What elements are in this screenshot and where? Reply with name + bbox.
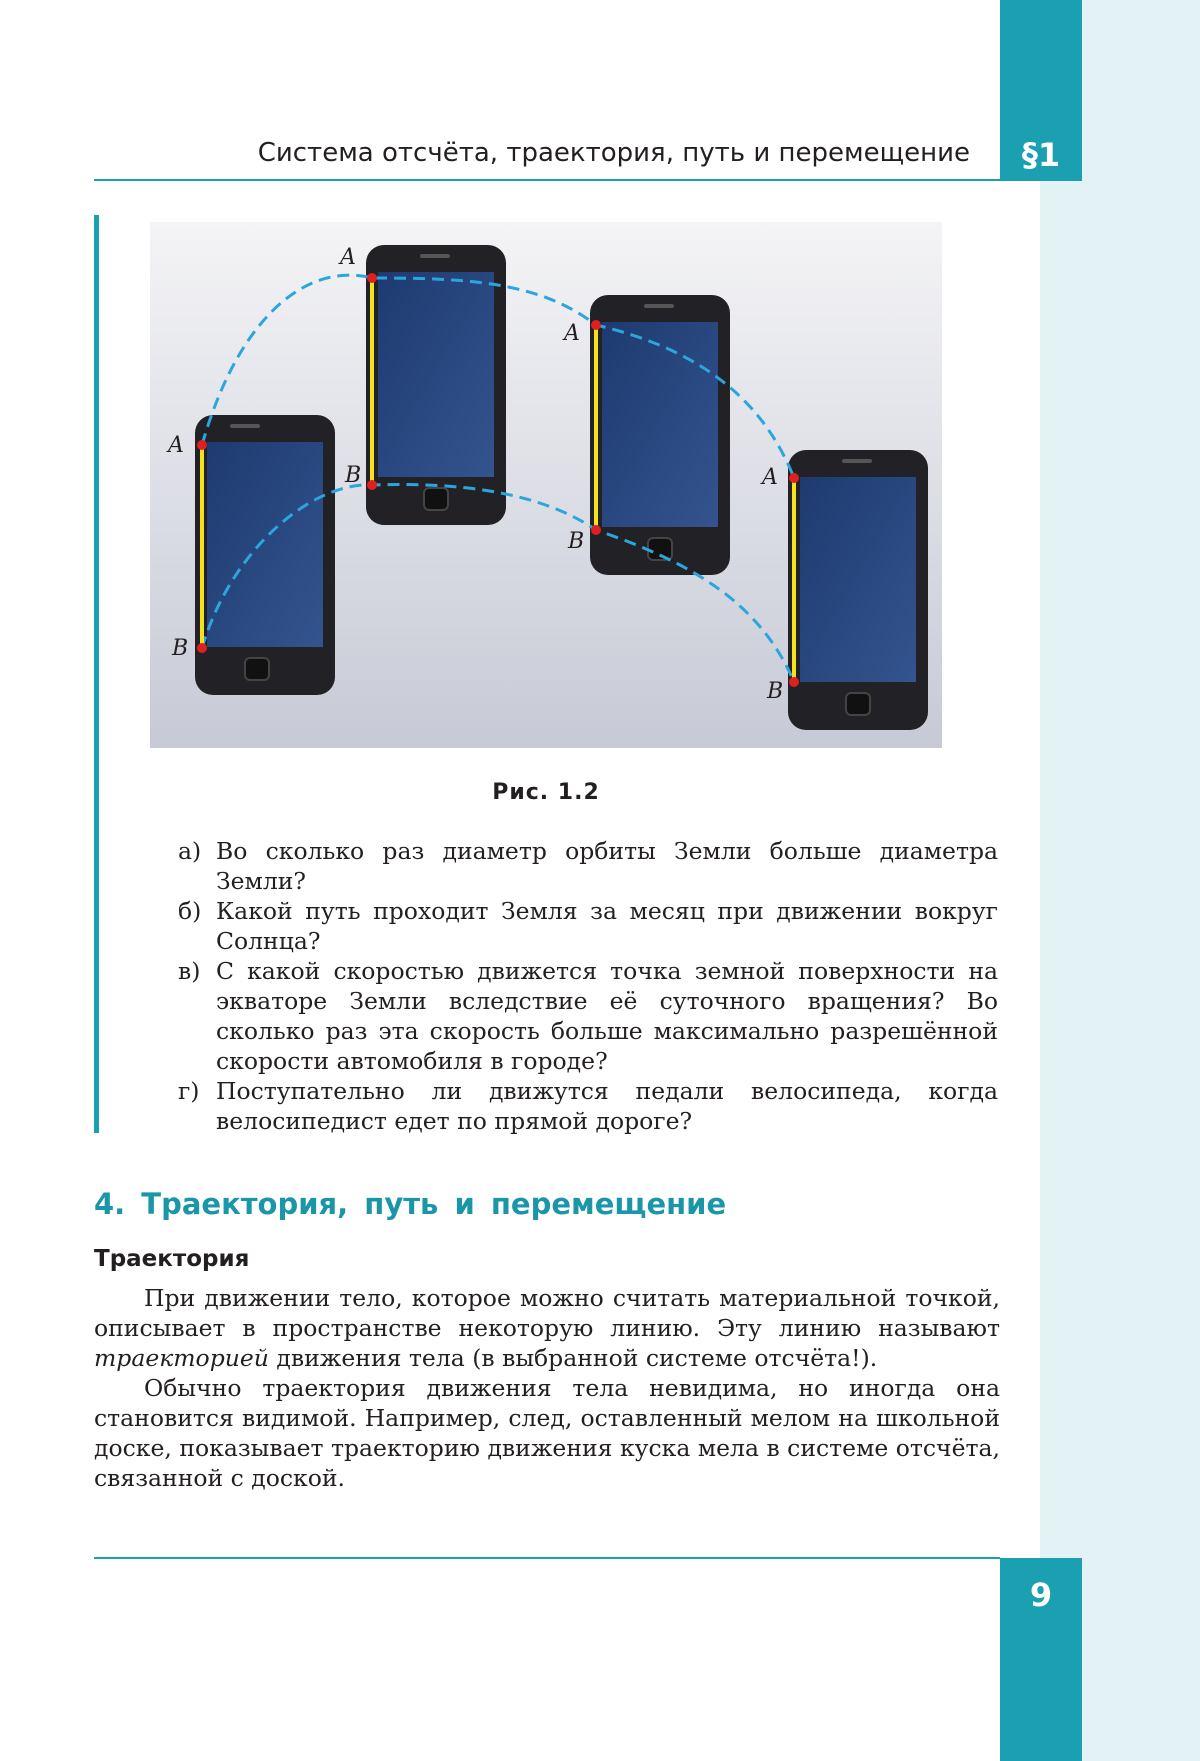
page-number: 9 bbox=[1029, 1576, 1053, 1614]
label-b-2: B bbox=[345, 463, 362, 488]
footer-rule bbox=[94, 1557, 1000, 1559]
phone-4 bbox=[788, 450, 928, 730]
question-list bbox=[178, 836, 998, 1136]
paragraph-1-end: движения тела (в выбранной системе отсчёта!). bbox=[268, 1344, 878, 1372]
question-marker: а) bbox=[178, 837, 202, 865]
exercise-box-bar bbox=[94, 215, 99, 1133]
paragraph-badge: §1 bbox=[1021, 136, 1061, 174]
point-b-1 bbox=[197, 643, 207, 653]
question-marker: в) bbox=[178, 957, 201, 985]
label-a-4: A bbox=[762, 465, 778, 490]
question-text: Во сколько раз диаметр орбиты Земли больше диаметра Земли? bbox=[216, 837, 998, 895]
point-b-3 bbox=[591, 525, 601, 535]
subsection-title: Траектория bbox=[94, 1246, 250, 1272]
term-trajectory: траекторией bbox=[94, 1344, 269, 1372]
body-text bbox=[94, 1283, 1000, 1493]
point-b-4 bbox=[789, 677, 799, 687]
question-item bbox=[178, 1076, 998, 1136]
question-item bbox=[178, 836, 998, 896]
paragraph-2: Обычно траектория движения тела невидима, но иногда она становится видимой. Например, след, оставленный мелом на школьной доске, показывает траекторию движения куска мела в системе отсчёта, связанной с доской. bbox=[94, 1374, 1000, 1492]
question-item bbox=[178, 956, 998, 1076]
paragraph-1-start: При движении тело, которое можно считать материальной точкой, описывает в пространстве некоторую линию. Эту линию называют bbox=[94, 1284, 1000, 1342]
label-b-4: B bbox=[767, 679, 784, 704]
side-margin-band bbox=[1040, 0, 1200, 1761]
question-text: С какой скоростью движется точка земной поверхности на экваторе Земли вследствие её суточного вращения? Во сколько раз эта скорость больше максимально разрешённой скорости автомобиля в городе? bbox=[216, 957, 998, 1075]
label-a-2: A bbox=[340, 245, 356, 270]
point-a-1 bbox=[197, 440, 207, 450]
question-marker: б) bbox=[178, 897, 202, 925]
point-a-4 bbox=[789, 473, 799, 483]
phone-3 bbox=[590, 295, 730, 575]
question-text: Какой путь проходит Земля за месяц при движении вокруг Солнца? bbox=[216, 897, 998, 955]
question-text: Поступательно ли движутся педали велосипеда, когда велосипедист едет по прямой дороге? bbox=[216, 1077, 998, 1135]
section-title: 4. Траектория, путь и перемещение bbox=[94, 1187, 727, 1221]
phone-1 bbox=[195, 415, 335, 695]
label-b-3: B bbox=[568, 529, 585, 554]
paragraph-1 bbox=[94, 1283, 1000, 1373]
label-a-3: A bbox=[564, 321, 580, 346]
figure-phones-trajectory bbox=[150, 222, 942, 748]
point-b-2 bbox=[367, 480, 377, 490]
label-a-1: A bbox=[168, 433, 184, 458]
phone-2 bbox=[366, 245, 506, 525]
point-a-3 bbox=[591, 320, 601, 330]
header-rule bbox=[94, 179, 1082, 181]
question-item bbox=[178, 896, 998, 956]
label-b-1: B bbox=[172, 636, 189, 661]
point-a-2 bbox=[367, 273, 377, 283]
figure-caption: Рис. 1.2 bbox=[492, 780, 600, 805]
running-head: Система отсчёта, траектория, путь и перемещение bbox=[257, 138, 970, 168]
question-marker: г) bbox=[178, 1077, 200, 1105]
